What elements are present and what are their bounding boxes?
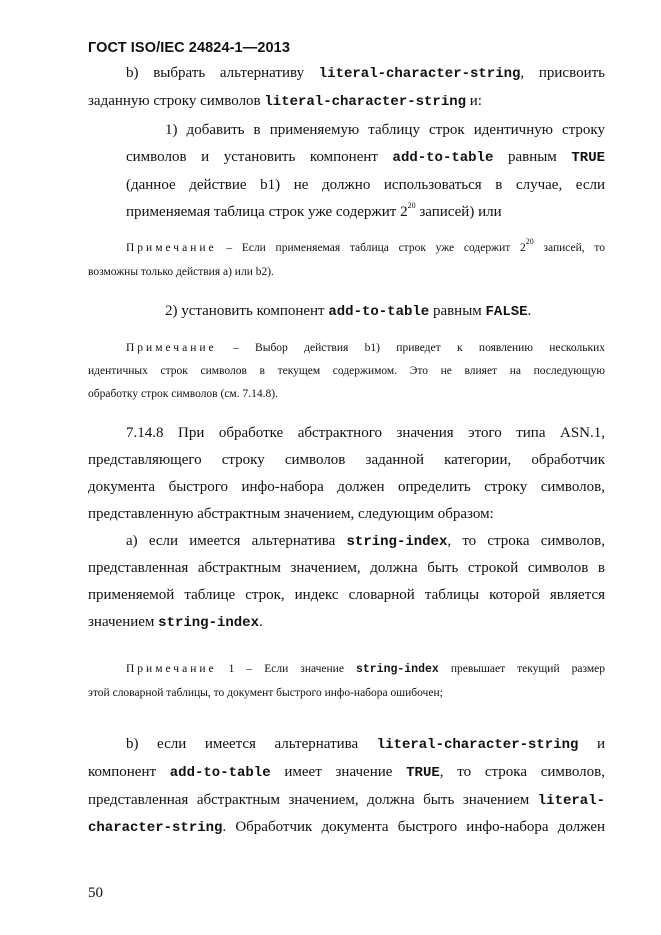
item2-line: 2) установить компонент add-to-table равным FALSE. bbox=[165, 303, 532, 320]
para-b1-line1: b) выбрать альтернативу literal-character-string, присвоить bbox=[126, 65, 605, 82]
item1-line2: символов и установить компонент add-to-table равным TRUE bbox=[126, 149, 606, 166]
section-line1: 7.14.8 При обработке абстрактного значения этого типа ASN.1, bbox=[126, 425, 605, 441]
note2-line1: Примечание – Выбор действия b1) приведет к появлению нескольких bbox=[126, 342, 605, 354]
para-b1-line2: заданную строку символов literal-character-string и: bbox=[88, 93, 482, 110]
page-number: 50 bbox=[88, 885, 103, 901]
note2-line3: обработку строк символов (см. 7.14.8). bbox=[88, 388, 278, 400]
para-b-line4: character-string. Обработчик документа быстрого инфо-набора должен bbox=[88, 819, 605, 836]
para-b-line2: компонент add-to-table имеет значение TRUE, то строка символов, bbox=[88, 764, 605, 781]
item1-line4: применяемая таблица строк уже содержит $2^{20}$ записей) или bbox=[126, 201, 502, 220]
item1-line1: 1) добавить в применяемую таблицу строк идентичную строку bbox=[165, 122, 605, 138]
para-a-line3: применяемой таблице строк, индекс словарной таблицы которой является bbox=[88, 587, 605, 603]
note1-line1: Примечание – Если применяемая таблица строк уже содержит $2^{20}$ записей, то bbox=[126, 237, 605, 254]
para-a-line2: представленная абстрактным значением, должна быть строкой символов в bbox=[88, 560, 605, 576]
note3-line1: Примечание 1 – Если значение string-index превышает текущий размер bbox=[126, 663, 605, 676]
para-a-line1: a) если имеется альтернатива string-index, то строка символов, bbox=[126, 533, 606, 550]
section-line3: документа быстрого инфо-набора должен определить строку символов, bbox=[88, 479, 605, 495]
document-header: ГОСТ ISO/IEC 24824-1—2013 bbox=[88, 40, 290, 56]
item1-line3: (данное действие b1) не должно использоваться в случае, если bbox=[126, 177, 605, 193]
note2-line2: идентичных строк символов в текущем содержимом. Это не влияет на последующую bbox=[88, 365, 605, 377]
para-b-line1: b) если имеется альтернатива literal-character-string и bbox=[126, 736, 605, 753]
section-line2: представляющего строку символов заданной категории, обработчик bbox=[88, 452, 605, 468]
note3-line2: этой словарной таблицы, то документ быстрого инфо-набора ошибочен; bbox=[88, 687, 443, 699]
section-line4: представленную абстрактным значением, следующим образом: bbox=[88, 506, 494, 522]
para-b-line3: представленная абстрактным значением, должна быть значением literal- bbox=[88, 792, 605, 809]
para-a-line4: значением string-index. bbox=[88, 614, 263, 631]
note1-line2: возможны только действия a) или b2). bbox=[88, 266, 274, 278]
